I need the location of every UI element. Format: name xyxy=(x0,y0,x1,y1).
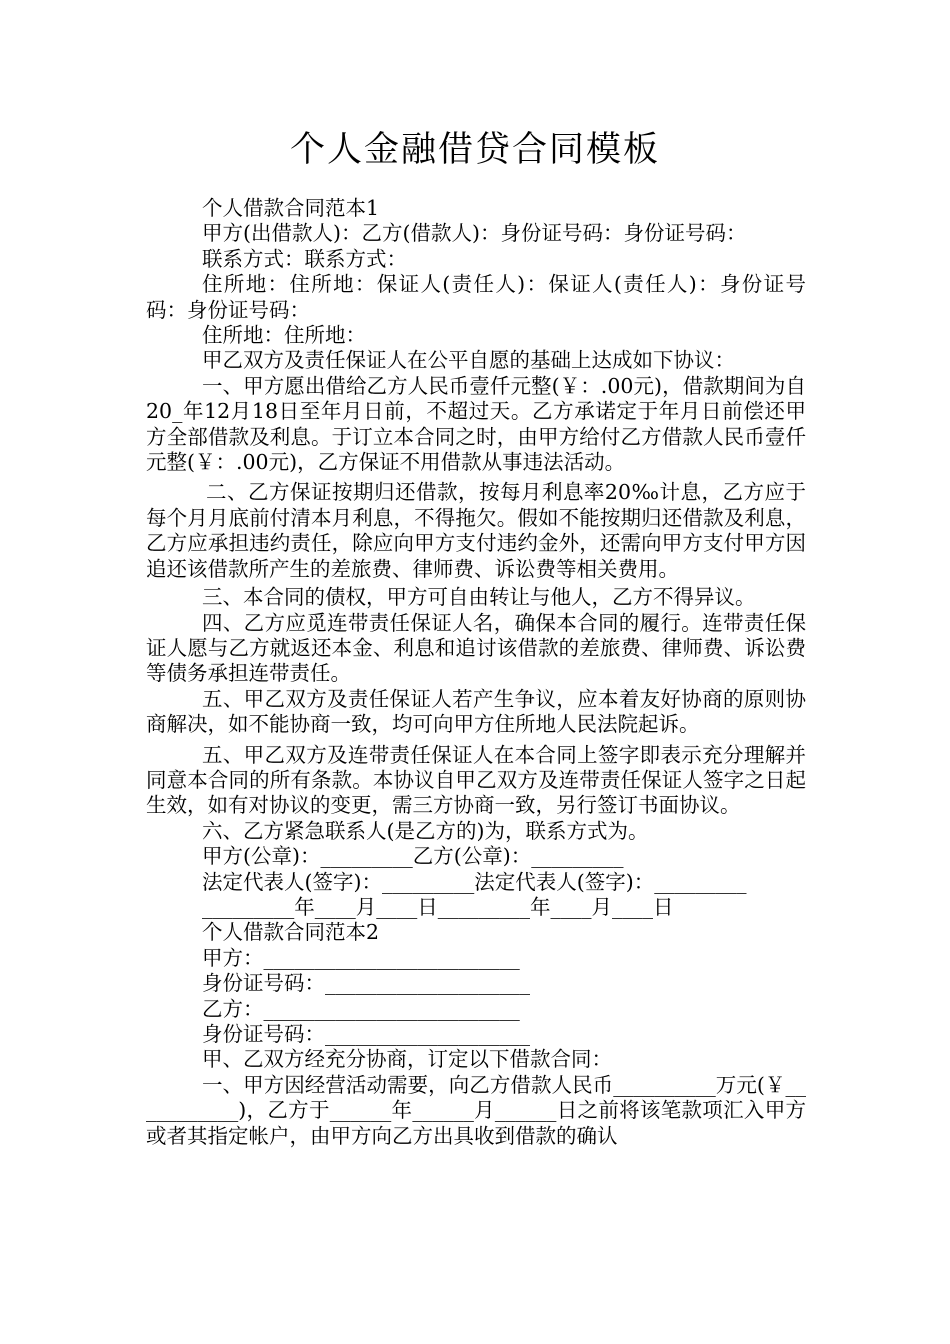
date-line: _________年____月____日_________年____月____日 xyxy=(202,894,674,919)
paragraph: 住所地：住所地：保证人(责任人)：保证人(责任人)：身份证号码：身份证号码： xyxy=(146,272,806,322)
paragraph: 二、乙方保证按期归还借款，按每月利息率20‰计息，乙方应于每个月月底前付清本月利息，不得拖欠。假如不能按期归还借款及利息，乙方应承担违约责任，除应向甲方支付违约金外，还需向甲方支付甲方因追还该借款所产生的差旅费、律师费、诉讼费等相关费用。 xyxy=(146,480,806,581)
paragraph: 四、乙方应觅连带责任保证人名，确保本合同的履行。连带责任保证人愿与乙方就返还本金、利息和追讨该借款的差旅费、律师费、诉讼费等债务承担连带责任。 xyxy=(146,610,806,686)
document-title: 个人金融借贷合同模板 xyxy=(289,130,660,170)
paragraph: 甲乙双方及责任保证人在公平自愿的基础上达成如下协议： xyxy=(202,348,735,373)
paragraph: 一、甲方因经营活动需要，向乙方借款人民币__________万元(￥___________)，乙方于______年______月______日之前将该笔款项汇入甲方或者其指定帐户，由甲方向乙方出具收到借款的确认 xyxy=(146,1072,806,1148)
paragraph: 六、乙方紧急联系人(是乙方的)为，联系方式为。 xyxy=(202,818,649,843)
paragraph: 五、甲乙双方及连带责任保证人在本合同上签字即表示充分理解并同意本合同的所有条款。本协议自甲乙双方及连带责任保证人签字之日起生效，如有对协议的变更，需三方协商一致，另行签订书面协议。 xyxy=(146,742,806,818)
paragraph: 甲方(出借款人)：乙方(借款人)：身份证号码：身份证号码： xyxy=(202,221,747,246)
paragraph: 五、甲乙双方及责任保证人若产生争议，应本着友好协商的原则协商解决，如不能协商一致，均可向甲方住所地人民法院起诉。 xyxy=(146,686,806,737)
paragraph: 一、甲方愿出借给乙方人民币壹仟元整(￥：.00元)，借款期间为自20_年12月18日至年月日前，不超过天。乙方承诺定于年月日前偿还甲方全部借款及利息。于订立本合同之时，由甲方给付乙方借款人民币壹仟元整(￥：.00元)，乙方保证不用借款从事违法活动。 xyxy=(146,373,806,475)
paragraph: 住所地：住所地： xyxy=(202,323,366,348)
document-body xyxy=(146,196,806,1149)
paragraph: 甲、乙双方经充分协商，订定以下借款合同： xyxy=(202,1047,612,1072)
paragraph: 个人借款合同范本1 xyxy=(202,196,380,220)
signature-line: 法定代表人(签字)：_________法定代表人(签字)：_________ xyxy=(202,869,747,894)
signature-line: 甲方(公章)：_________乙方(公章)：_________ xyxy=(202,844,624,869)
form-field-line: 甲方：_________________________ xyxy=(202,945,520,970)
paragraph: 个人借款合同范本2 xyxy=(202,920,380,945)
form-field-line: 身份证号码：____________________ xyxy=(202,1022,530,1046)
form-field-line: 身份证号码：____________________ xyxy=(202,971,530,996)
paragraph: 联系方式：联系方式： xyxy=(202,246,407,271)
paragraph: 三、本合同的债权，甲方可自由转让与他人，乙方不得异议。 xyxy=(202,585,756,610)
form-field-line: 乙方：_________________________ xyxy=(202,996,520,1021)
